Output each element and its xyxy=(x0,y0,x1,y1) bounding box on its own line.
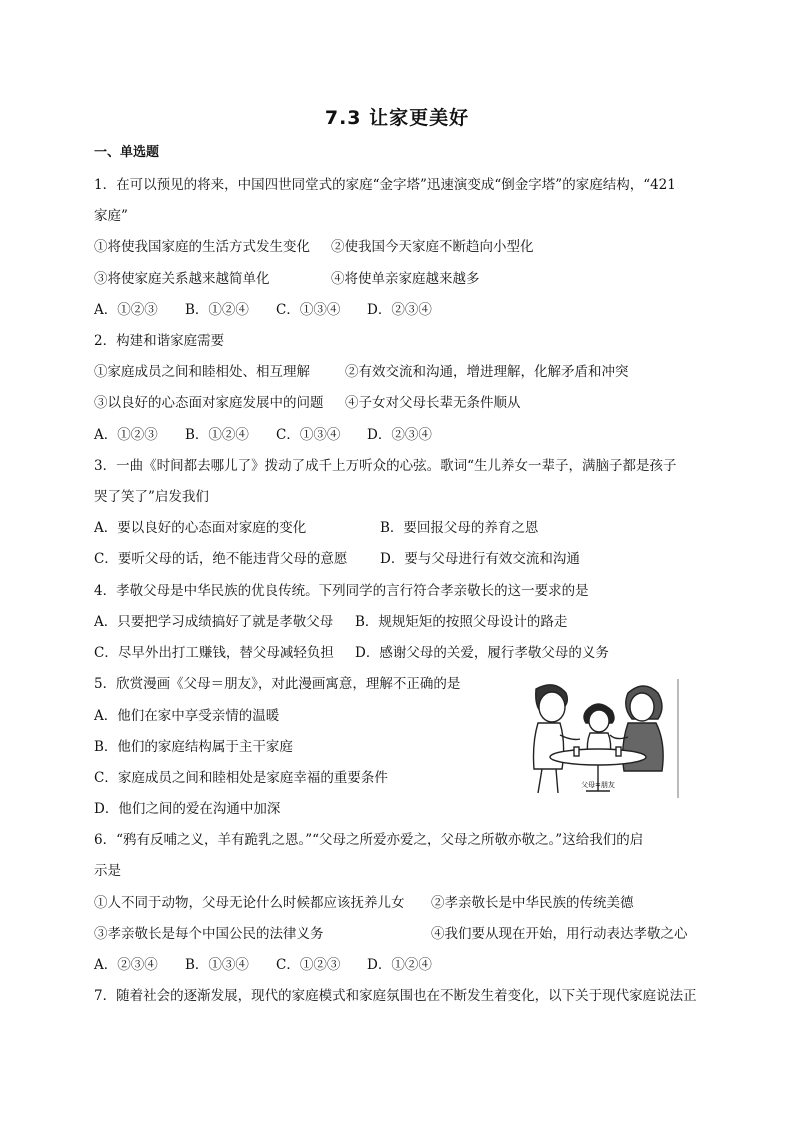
q5-stem: 5．欣赏漫画《父母＝朋友》，对此漫画寓意，理解不正确的是 xyxy=(94,676,461,692)
page-title: 7.3 让家更美好 xyxy=(324,107,470,129)
q1-statement-2: ②使我国今天家庭不断趋向小型化 xyxy=(331,239,534,255)
q2-option-d[interactable]: D．②③④ xyxy=(367,427,432,443)
q5-option-c[interactable]: C．家庭成员之间和睦相处是家庭幸福的重要条件 xyxy=(94,770,388,786)
q1-statement-4: ④将使单亲家庭越来越多 xyxy=(331,271,480,287)
q6-statement-2: ②孝亲敬长是中华民族的传统美德 xyxy=(431,895,634,911)
q6-statement-3: ③孝亲敬长是每个中国公民的法律义务 xyxy=(94,926,324,942)
q2-option-c[interactable]: C．①③④ xyxy=(276,427,341,443)
q1-statement-3: ③将使家庭关系越来越简单化 xyxy=(94,271,270,287)
family-cartoon-image xyxy=(516,677,680,798)
q1-statement-1: ①将使我国家庭的生活方式发生变化 xyxy=(94,239,310,255)
q1-option-d[interactable]: D．②③④ xyxy=(367,302,432,318)
q6-statement-1: ①人不同于动物，父母无论什么时候都应该抚养儿女 xyxy=(94,895,405,911)
q3-option-c[interactable]: C．要听父母的话，绝不能违背父母的意愿 xyxy=(94,551,348,567)
q1-stem-line1: 1．在可以预见的将来，中国四世同堂式的家庭“金字塔”迅速演变成“倒金字塔”的家庭结构，“421 xyxy=(94,177,676,193)
q4-option-a[interactable]: A．只要把学习成绩搞好了就是孝敬父母 xyxy=(94,614,334,630)
q7-stem-line1: 7．随着社会的逐渐发展，现代的家庭模式和家庭氛围也在不断发生着变化，以下关于现代家庭说法正 xyxy=(94,988,697,1004)
q5-option-b[interactable]: B．他们的家庭结构属于主干家庭 xyxy=(94,739,293,755)
q1-option-b[interactable]: B．①②④ xyxy=(185,302,249,318)
q2-statement-1: ①家庭成员之间和睦相处、相互理解 xyxy=(94,364,310,380)
q2-statement-4: ④子女对父母长辈无条件顺从 xyxy=(345,395,521,411)
q3-option-b[interactable]: B．要回报父母的养育之恩 xyxy=(380,520,539,536)
q4-option-b[interactable]: B．规规矩矩的按照父母设计的路走 xyxy=(355,614,568,630)
q6-statement-4: ④我们要从现在开始，用行动表达孝敬之心 xyxy=(431,926,688,942)
q2-option-b[interactable]: B．①②④ xyxy=(185,427,249,443)
q2-statement-2: ②有效交流和沟通，增进理解，化解矛盾和冲突 xyxy=(345,364,629,380)
q4-stem: 4．孝敬父母是中华民族的优良传统。下列同学的言行符合孝亲敬长的这一要求的是 xyxy=(94,583,589,599)
q2-statement-3: ③以良好的心态面对家庭发展中的问题 xyxy=(94,395,324,411)
q6-option-a[interactable]: A．②③④ xyxy=(94,957,158,973)
q4-option-d[interactable]: D．感谢父母的关爱，履行孝敬父母的义务 xyxy=(355,645,609,661)
q1-option-a[interactable]: A．①②③ xyxy=(94,302,158,318)
q1-stem-line2: 家庭” xyxy=(94,208,128,224)
q6-stem-line1: 6．“鸦有反哺之义，羊有跪乳之恩。”“父母之所爱亦爱之，父母之所敬亦敬之。”这给我们的启 xyxy=(94,832,644,848)
q2-option-a[interactable]: A．①②③ xyxy=(94,427,158,443)
q6-option-c[interactable]: C．①②③ xyxy=(276,957,341,973)
q5-option-d[interactable]: D．他们之间的爱在沟通中加深 xyxy=(94,801,281,817)
q3-stem-line1: 3．一曲《时间都去哪儿了》拨动了成千上万听众的心弦。歌词“生儿养女一辈子，满脑子都是孩子 xyxy=(94,458,677,474)
q3-option-a[interactable]: A．要以良好的心态面对家庭的变化 xyxy=(94,520,307,536)
section-heading: 一、单选题 xyxy=(94,145,160,160)
q6-option-b[interactable]: B．①③④ xyxy=(185,957,249,973)
q3-option-d[interactable]: D．要与父母进行有效交流和沟通 xyxy=(380,551,580,567)
q3-stem-line2: 哭了笑了”启发我们 xyxy=(94,489,209,505)
q6-stem-line2: 示是 xyxy=(94,863,121,879)
q1-option-c[interactable]: C．①③④ xyxy=(276,302,341,318)
q2-stem: 2．构建和谐家庭需要 xyxy=(94,333,225,349)
cartoon-caption: 父母=朋友 xyxy=(581,781,615,789)
q5-option-a[interactable]: A．他们在家中享受亲情的温暖 xyxy=(94,708,280,724)
q6-option-d[interactable]: D．①②④ xyxy=(367,957,432,973)
q4-option-c[interactable]: C．尽早外出打工赚钱，替父母减轻负担 xyxy=(94,645,334,661)
